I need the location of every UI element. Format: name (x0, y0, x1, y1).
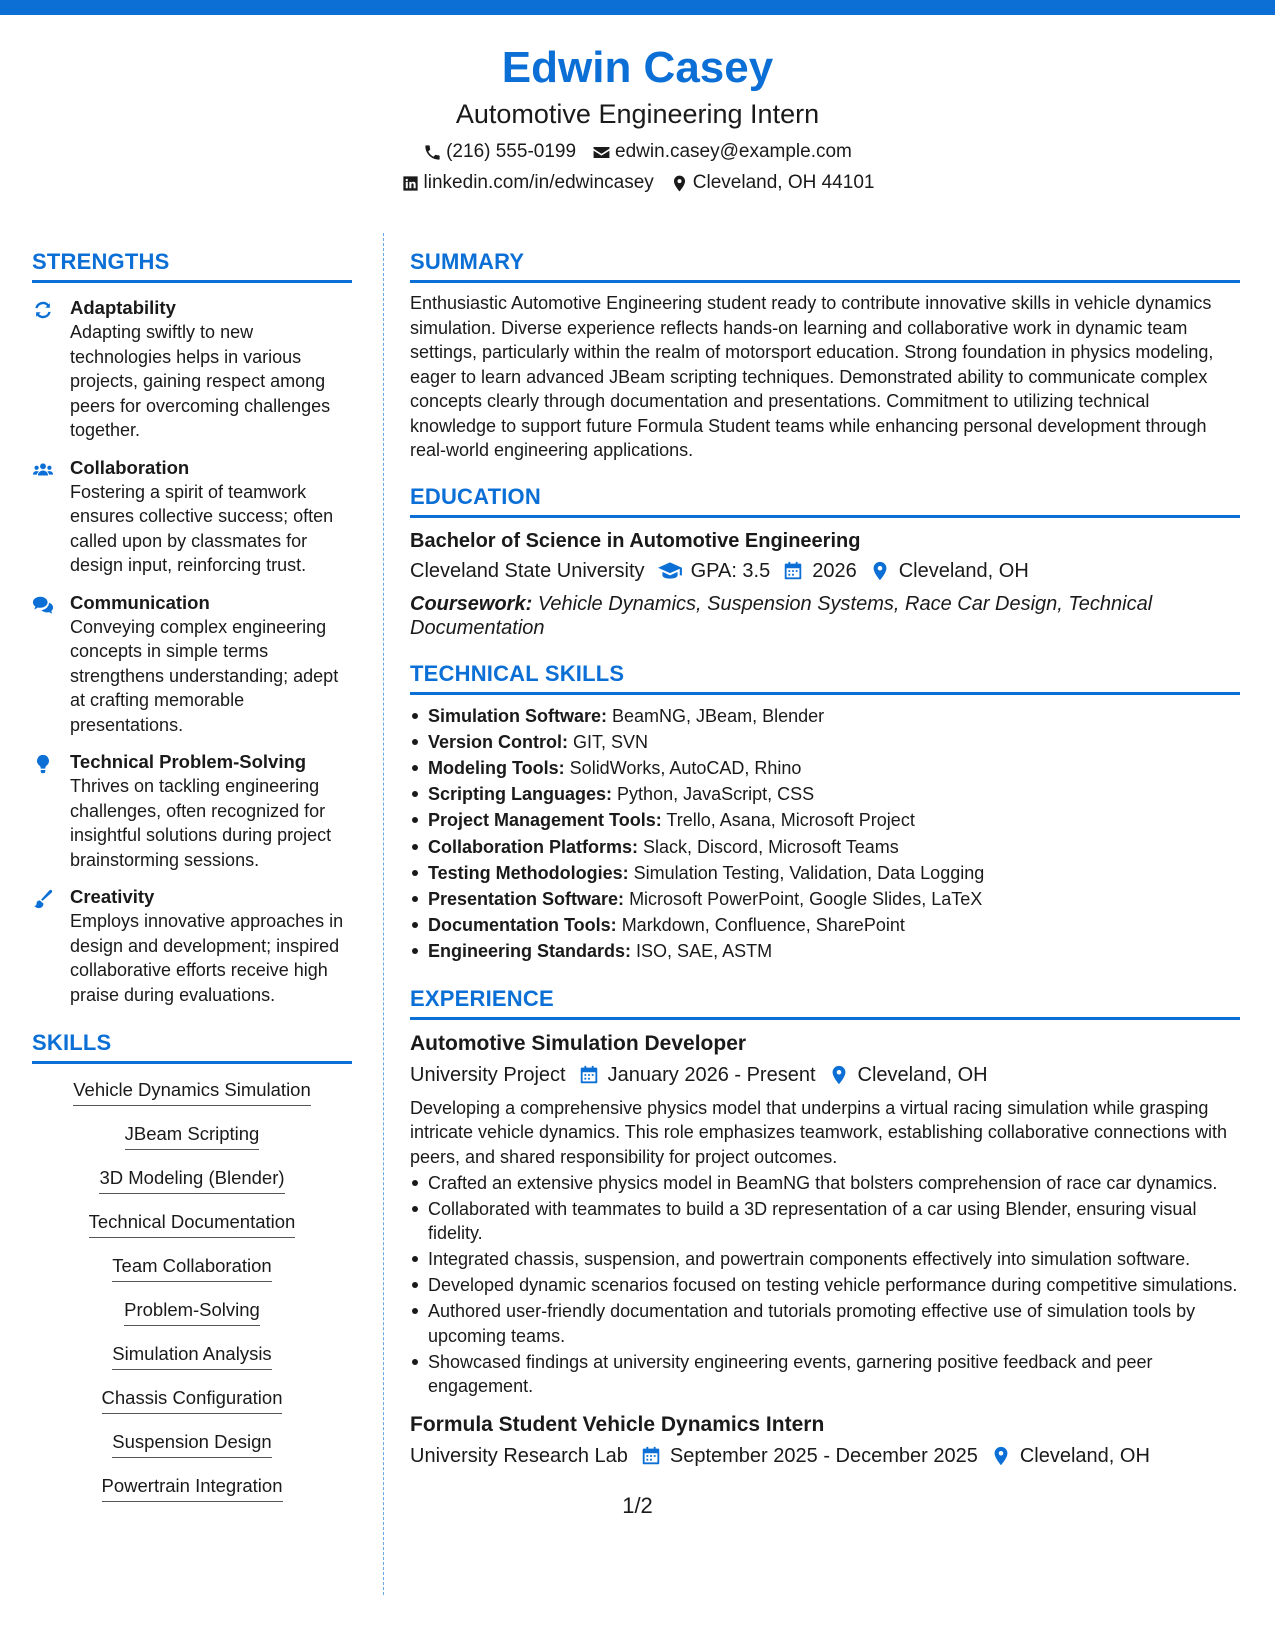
column-divider (383, 233, 384, 1595)
list-item: Version Control: GIT, SVN (410, 729, 1240, 755)
list-item: Simulation Software: BeamNG, JBeam, Blender (410, 703, 1240, 729)
skill-tag: Vehicle Dynamics Simulation (73, 1078, 311, 1106)
comments-icon (32, 594, 54, 616)
technical-skills-heading: TECHNICAL SKILLS (410, 660, 1240, 695)
skill-tag: Team Collaboration (112, 1254, 271, 1282)
location-contact (670, 169, 875, 197)
degree-title: Bachelor of Science in Automotive Engineering (410, 529, 861, 552)
job-entry (410, 1411, 1240, 1471)
skill-tag: Technical Documentation (89, 1210, 296, 1238)
job-title: Automotive Simulation Developer (410, 1031, 747, 1055)
job-org: University Research Lab (410, 1444, 628, 1467)
skill-tag: Simulation Analysis (112, 1342, 271, 1370)
job-dates: September 2025 - December 2025 (669, 1444, 978, 1467)
candidate-title: Automotive Engineering Intern (455, 99, 820, 129)
contact-row-2 (0, 169, 1275, 197)
coursework-label: Coursework: (410, 592, 533, 615)
list-item: Collaboration Platforms: Slack, Discord, Microsoft Teams (410, 834, 1240, 860)
email-contact[interactable] (592, 138, 852, 166)
map-pin-icon (990, 1445, 1012, 1467)
strength-desc: Adapting swiftly to new technologies helps in various projects, gaining respect among peers for overcoming challenges together. (70, 322, 331, 440)
job-title: Formula Student Vehicle Dynamics Intern (410, 1412, 825, 1436)
list-item: Modeling Tools: SolidWorks, AutoCAD, Rhino (410, 755, 1240, 781)
map-pin-icon (828, 1064, 850, 1086)
contact-row-1 (0, 138, 1275, 166)
job-dates: January 2026 - Present (607, 1063, 816, 1086)
list-item: Engineering Standards: ISO, SAE, ASTM (410, 938, 1240, 964)
strength-item (32, 456, 352, 578)
job-meta (410, 1060, 1240, 1090)
summary-text: Enthusiastic Automotive Engineering student ready to contribute innovative skills in vehicle dynamics simulation. Diverse experience reflects hands-on learning and collaborative work in dynamic team settings, particularly within the realm of motorsport education. Strong foundation in physics modeling, eager to learn advanced JBeam scripting techniques. Demonstrated ability to communicate complex concepts clearly through documentation and presentations. Commitment to utilizing technical knowledge to support future Formula Student teams while enhancing personal development through real-world engineering applications. (410, 293, 1214, 460)
skills-list (32, 1078, 352, 1518)
coursework-list: Vehicle Dynamics, Suspension Systems, Race Car Design, Technical Documentation (410, 592, 1153, 639)
job-description: Developing a comprehensive physics model that underpins a virtual racing simulation while grasping intricate vehicle dynamics. This role emphasizes teamwork, establishing collaborative connections with peers, and shared responsibility for project outcomes. (410, 1097, 1228, 1167)
list-item: Crafted an extensive physics model in BeamNG that bolsters comprehension of race car dynamics. (410, 1171, 1240, 1196)
list-item: Testing Methodologies: Simulation Testing, Validation, Data Logging (410, 860, 1240, 886)
skills-heading: SKILLS (32, 1029, 352, 1064)
list-item: Authored user-friendly documentation and tutorials promoting effective use of simulation tools by upcoming teams. (410, 1299, 1240, 1348)
phone-contact[interactable] (423, 138, 576, 166)
candidate-name: Edwin Casey (501, 43, 774, 92)
skill-tag: Chassis Configuration (102, 1386, 283, 1414)
list-item: Developed dynamic scenarios focused on testing vehicle performance during competitive simulations. (410, 1273, 1240, 1298)
top-accent-bar (0, 0, 1275, 15)
strength-item (32, 750, 352, 872)
skill-tag: Suspension Design (112, 1430, 271, 1458)
strength-item (32, 591, 352, 738)
list-item: Presentation Software: Microsoft PowerPoint, Google Slides, LaTeX (410, 886, 1240, 912)
strengths-heading: STRENGTHS (32, 248, 352, 283)
users-icon (32, 459, 54, 481)
paintbrush-icon (32, 888, 54, 910)
experience-heading: EXPERIENCE (410, 985, 1240, 1020)
job-bullets (410, 1171, 1240, 1399)
email-text: edwin.casey@example.com (615, 141, 852, 162)
strength-title: Technical Problem-Solving (70, 751, 307, 772)
list-item: Showcased findings at university engineering events, garnering positive feedback and peer engagement. (410, 1350, 1240, 1399)
phone-icon (423, 143, 442, 162)
summary-heading: SUMMARY (410, 248, 1240, 283)
skill-tag: JBeam Scripting (125, 1122, 260, 1150)
grad-year: 2026 (812, 559, 857, 582)
resume-header (0, 40, 1275, 197)
graduation-cap-icon (657, 558, 683, 584)
list-item: Project Management Tools: Trello, Asana, Microsoft Project (410, 807, 1240, 833)
map-pin-icon (670, 174, 689, 193)
strength-title: Adaptability (70, 297, 176, 318)
job-meta (410, 1441, 1240, 1471)
list-item: Collaborated with teammates to build a 3D representation of a car using Blender, ensuring visual fidelity. (410, 1197, 1240, 1246)
right-column (410, 248, 1240, 1471)
linkedin-text: linkedin.com/in/edwincasey (423, 172, 654, 193)
strength-item (32, 296, 352, 443)
calendar-icon (640, 1445, 662, 1467)
list-item: Documentation Tools: Markdown, Confluence, SharePoint (410, 912, 1240, 938)
strength-item (32, 885, 352, 1007)
strength-desc: Fostering a spirit of teamwork ensures collective success; often called upon by classmates for design input, reinforcing trust. (70, 481, 334, 575)
job-org: University Project (410, 1063, 566, 1086)
lightbulb-icon (32, 753, 54, 775)
phone-text: (216) 555-0199 (446, 141, 577, 162)
list-item: Integrated chassis, suspension, and powertrain components effectively into simulation software. (410, 1247, 1240, 1272)
school-name: Cleveland State University (410, 559, 645, 582)
page-number: 1/2 (622, 1493, 653, 1518)
map-pin-icon (869, 560, 891, 582)
gpa-text: GPA: 3.5 (690, 559, 771, 582)
education-heading: EDUCATION (410, 483, 1240, 518)
envelope-icon (592, 143, 611, 162)
job-location: Cleveland, OH (1019, 1444, 1150, 1467)
coursework (410, 592, 1240, 640)
strength-desc: Thrives on tackling engineering challenges, often recognized for insightful solutions during project brainstorming sessions. (70, 776, 332, 870)
linkedin-contact[interactable] (401, 169, 654, 197)
strength-title: Collaboration (70, 456, 190, 478)
calendar-icon (782, 560, 804, 582)
calendar-icon (578, 1064, 600, 1086)
location-text: Cleveland, OH 44101 (692, 172, 875, 193)
linkedin-icon (401, 174, 420, 193)
sync-icon (32, 299, 54, 321)
strength-title: Creativity (70, 886, 155, 907)
education-meta (410, 556, 1240, 586)
skill-tag: 3D Modeling (Blender) (99, 1166, 284, 1194)
technical-skills-list (410, 703, 1240, 965)
strength-desc: Conveying complex engineering concepts in simple terms strengthens understanding; adept at crafting memorable presentations. (70, 616, 339, 735)
left-column (32, 248, 352, 1518)
school-location: Cleveland, OH (898, 559, 1029, 582)
strength-title: Communication (70, 591, 210, 613)
skill-tag: Powertrain Integration (102, 1474, 283, 1502)
skill-tag: Problem-Solving (124, 1298, 260, 1326)
job-location: Cleveland, OH (857, 1063, 988, 1086)
strength-desc: Employs innovative approaches in design and development; inspired collaborative efforts receive high praise during evaluations. (70, 911, 344, 1005)
job-entry (410, 1030, 1240, 1399)
list-item: Scripting Languages: Python, JavaScript, CSS (410, 781, 1240, 807)
